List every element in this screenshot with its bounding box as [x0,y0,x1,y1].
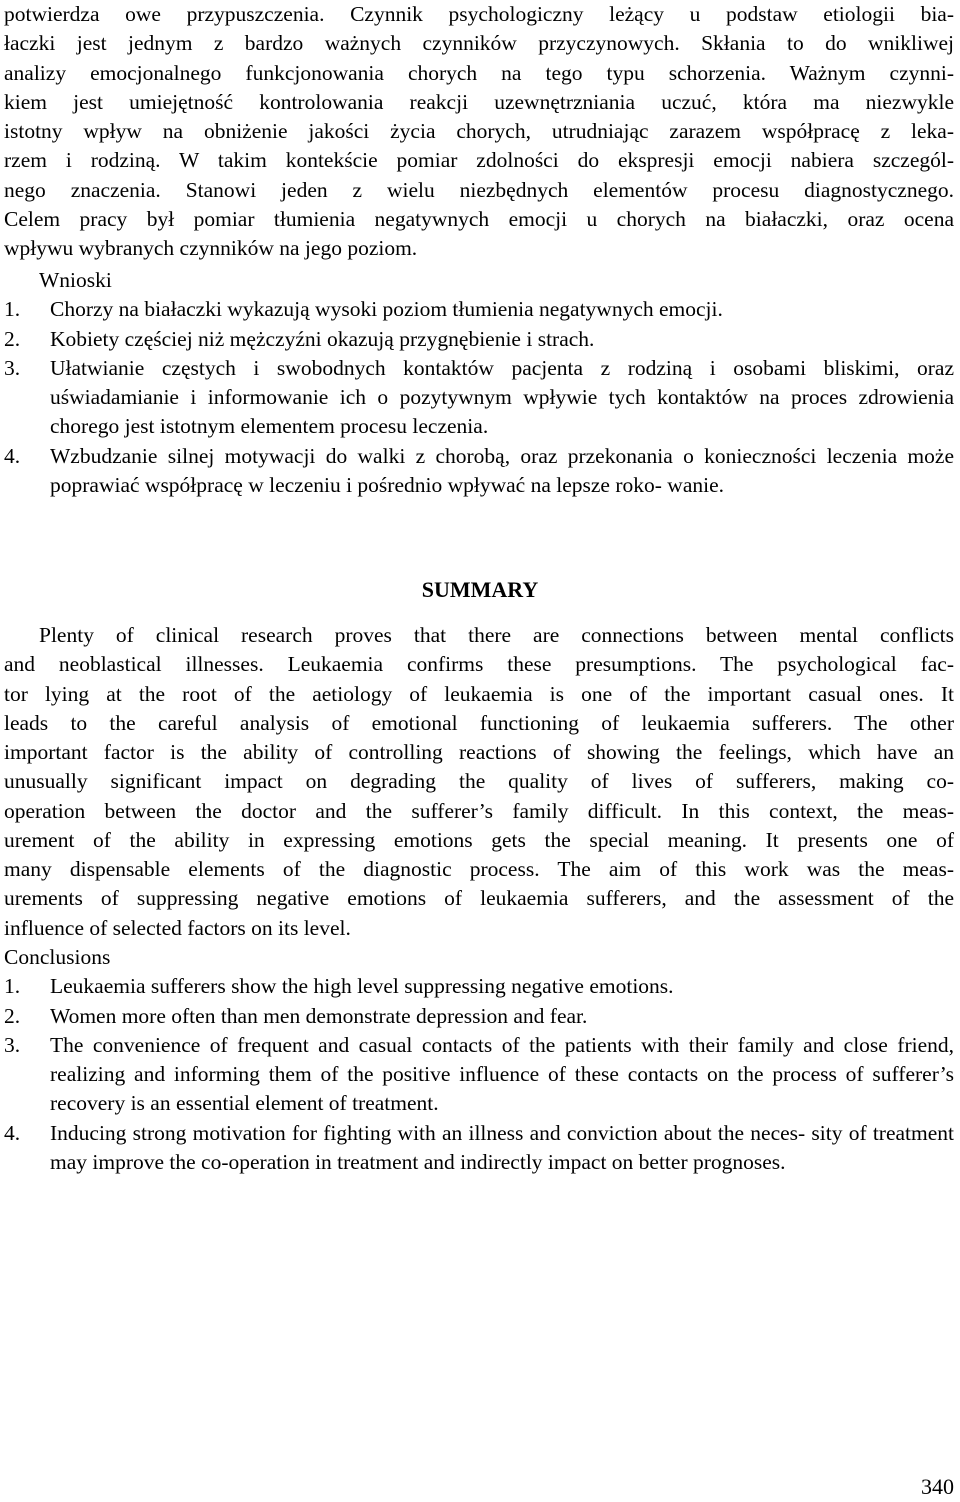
list-item [4,354,954,442]
list-item [4,972,954,1001]
list-text: Ułatwianie częstych i swobodnych kontaktów pacjenta z rodziną i osobami bliskimi, oraz uświadamianie i informowanie ich o pozytywnym wpływie tych kontaktów na proces zdrowienia chorego jest istotnym elementem procesu leczenia. [50,355,954,439]
list-text: The convenience of frequent and casual contacts of the patients with their family and close friend, realizing and informing them of the positive influence of these contacts on the process of sufferer’s recovery is an essential element of treatment. [50,1032,954,1116]
text-line: influence of selected factors on its level. [4,915,351,940]
polish-conclusions [4,266,954,500]
text-line: nego znaczenia. Stanowi jeden z wielu niezbędnych elementów procesu diagnostycznego. [4,177,954,202]
list-text: Women more often than men demonstrate depression and fear. [50,1003,588,1028]
list-text: Wzbudzanie silnej motywacji do walki z chorobą, oraz przekonania o konieczności leczenia może poprawiać współpracę w leczeniu i pośrednio wpływać na lepsze roko- wanie. [50,443,954,497]
text-line: urement of the ability in expressing emotions gets the special meaning. It presents one of [4,827,954,852]
text-line: rzem i rodziną. W takim kontekście pomiar zdolności do ekspresji emocji nabiera szczegól- [4,148,954,173]
list-text: Leukaemia sufferers show the high level suppressing negative emotions. [50,974,674,999]
summary-paragraph [4,621,954,943]
page-number: 340 [921,1474,954,1499]
list-item [4,325,954,354]
text-line: tor lying at the root of the aetiology of leukaemia is one of the important casual ones. It [4,681,954,706]
list-number: 3. [4,1032,21,1057]
list-number: 1. [4,297,21,322]
text-line: wpływu wybranych czynników na jego poziom. [4,236,418,260]
text-line: potwierdza owe przypuszczenia. Czynnik psychologiczny leżący u podstaw etiologii bia- [4,2,954,26]
list-item [4,1031,954,1119]
text-line: istotny wpływ na obniżenie jakości życia chorych, utrudniając zarazem współpracę z leka- [4,119,954,143]
text-line: unusually significant impact on degrading the quality of lives of sufferers, making co- [4,769,954,794]
list-number: 2. [4,326,21,351]
list-text: Inducing strong motivation for fighting with an illness and conviction about the neces- sity of treatment may improve the co-operation in treatment and indirectly impact on better prognoses. [50,1120,954,1174]
list-number: 2. [4,1003,21,1028]
text-line: analizy emocjonalnego funkcjonowania chorych na tego typu schorzenia. Ważnym czynni- [4,60,954,85]
conclusions-label: Wnioski [39,268,112,292]
text-line: many dispensable elements of the diagnostic process. The aim of this work was the meas- [4,857,954,881]
list-text: Chorzy na białaczki wykazują wysoki poziom tłumienia negatywnych emocji. [50,297,723,322]
list-number: 3. [4,355,21,380]
list-number: 4. [4,1120,21,1145]
text-line: and neoblastical illnesses. Leukaemia confirms these presumptions. The psychological fac- [4,652,954,677]
list-item [4,1119,954,1178]
text-line: łaczki jest jednym z bardzo ważnych czynników przyczynowych. Skłania to do wnikliwej [4,31,954,56]
polish-intro-paragraph [4,0,954,263]
text-line: operation between the doctor and the sufferer’s family difficult. In this context, the meas- [4,798,954,823]
text-line: Celem pracy był pomiar tłumienia negatywnych emocji u chorych na białaczki, oraz ocena [4,206,954,231]
text-line: leads to the careful analysis of emotional functioning of leukaemia sufferers. The other [4,710,954,735]
text-line: kiem jest umiejętność kontrolowania reakcji uzewnętrzniania uczuć, która ma niezwykle [4,89,954,114]
english-conclusions [4,943,954,1177]
text-line: Plenty of clinical research proves that there are connections between mental conflicts [39,623,954,647]
list-text: Kobiety częściej niż mężczyźni okazują przygnębienie i strach. [50,326,595,351]
list-item [4,295,954,324]
list-item [4,442,954,501]
summary-heading: SUMMARY [421,577,539,602]
text-line: important factor is the ability of controlling reactions of showing the feelings, which have an [4,740,954,764]
list-item [4,1002,954,1031]
list-number: 4. [4,443,21,468]
text-line: urements of suppressing negative emotions of leukaemia sufferers, and the assessment of the [4,886,954,911]
list-number: 1. [4,974,21,999]
conclusions-label: Conclusions [4,945,111,969]
